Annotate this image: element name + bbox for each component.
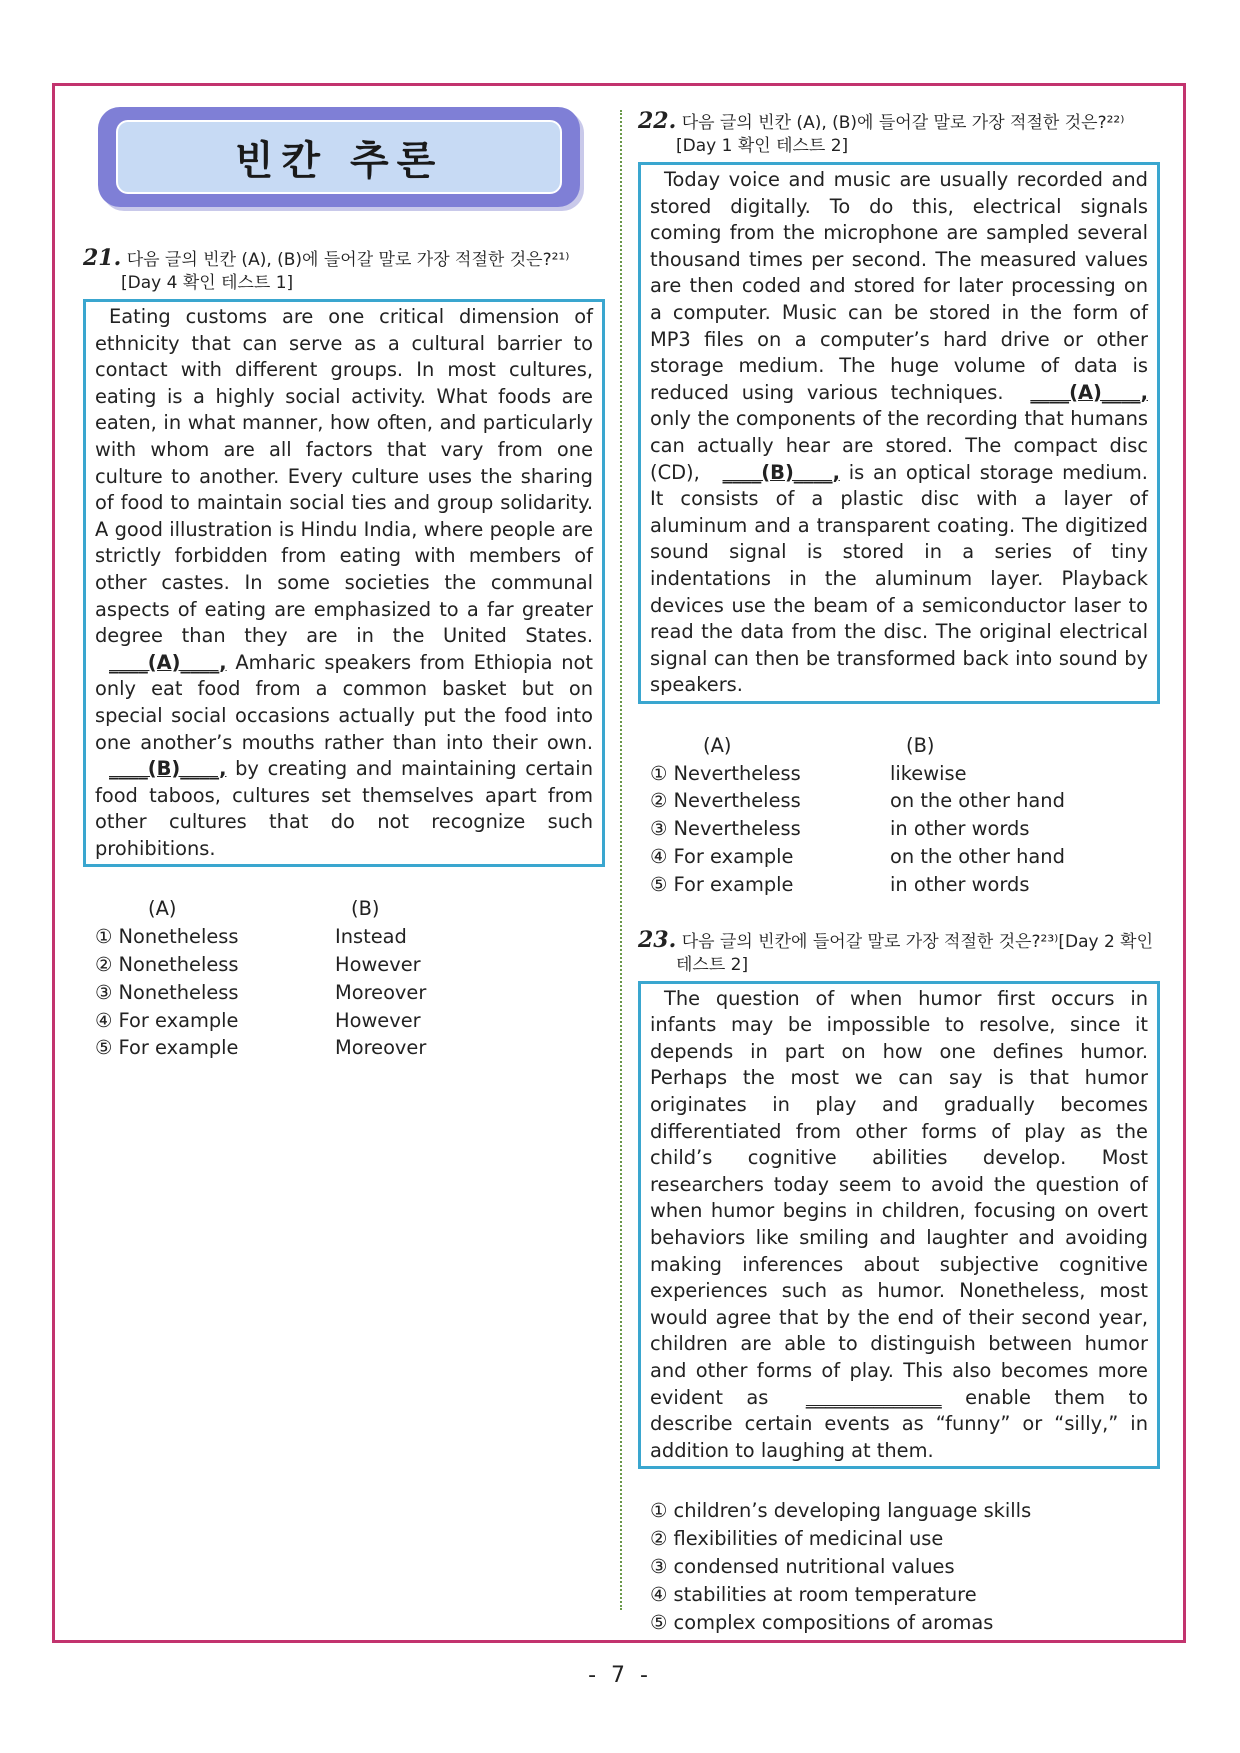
- question-23-prompt: 다음 글의 빈칸에 들어갈 말로 가장 적절한 것은?²³⁾[Day 2 확인 테스트 2]: [676, 931, 1154, 975]
- q23-option-5[interactable]: ⑤ complex compositions of aromas: [650, 1610, 994, 1634]
- q22-option-2-b: on the other hand: [890, 789, 1065, 813]
- question-23-header: [638, 926, 1160, 977]
- q22-option-1-b: likewise: [890, 761, 967, 785]
- q21-blank-a: ____(A)____,: [109, 650, 227, 674]
- left-column: [83, 247, 605, 1062]
- section-title: 빈칸 추론: [234, 137, 444, 184]
- q23-option-1[interactable]: ① children’s developing language skills: [650, 1499, 1032, 1523]
- q23-option-4[interactable]: ④ stabilities at room temperature: [650, 1582, 977, 1606]
- q22-option-5[interactable]: [638, 871, 1160, 899]
- q21-option-2-b: However: [335, 953, 421, 977]
- question-22-choices: [638, 732, 1160, 899]
- section-title-banner: [98, 107, 580, 207]
- q22-blank-a: ____(A)____,: [1030, 380, 1148, 404]
- question-23-passage: [638, 981, 1160, 1470]
- q21-option-4-b: However: [335, 1008, 421, 1032]
- q21-blank-b: ____(B)____,: [109, 757, 227, 781]
- q22-option-5-a: ⑤ For example: [650, 872, 794, 896]
- q21-col-b-label: (B): [351, 897, 380, 921]
- q22-option-4-b: on the other hand: [890, 845, 1065, 869]
- question-22-header: [638, 110, 1160, 158]
- q21-option-3[interactable]: [83, 979, 605, 1007]
- q22-option-4[interactable]: [638, 843, 1160, 871]
- q21-passage-part2: Amharic speakers from Ethiopia not only eat food from a common basket but on special social occasions actually put the food into one another’s mouths rather than into their own.: [95, 650, 593, 754]
- question-22-number: 22.: [638, 108, 677, 134]
- question-23-number: 23.: [638, 926, 677, 953]
- q21-option-5[interactable]: [83, 1034, 605, 1062]
- q23-blank: ______________: [805, 1385, 942, 1409]
- q22-option-5-b: in other words: [890, 872, 1030, 896]
- q21-col-a-label: (A): [148, 897, 177, 921]
- q22-option-3-b: in other words: [890, 817, 1030, 841]
- page-number: - 7 -: [588, 1663, 652, 1688]
- q22-passage-part1: Today voice and music are usually recorded and stored digitally. To do this, electrical signals coming from the microphone are sampled several thousand times per second. The measured values are then coded and stored for later processing on a computer. Music can be stored in the form of MP3 files on a computer’s hard drive or other storage medium. The huge volume of data is reduced using various techniques.: [650, 168, 1148, 404]
- q21-option-3-b: Moreover: [335, 980, 427, 1004]
- question-21-number: 21.: [83, 245, 122, 271]
- q22-option-1-a: ① Nevertheless: [650, 761, 801, 785]
- q22-option-2-a: ② Nevertheless: [650, 789, 801, 813]
- q21-option-3-a: ③ Nonetheless: [95, 980, 239, 1004]
- q22-col-a-label: (A): [703, 733, 732, 757]
- q23-passage-part1: The question of when humor first occurs in infants may be impossible to resolve, since it depends in part on how one defines humor. Perhaps the most we can say is that humor originates in play and gradually becomes differentiated from other forms of play as the child’s cognitive abilities develop. Most researchers today seem to avoid the question of when humor begins in children, focusing on overt behaviors like smiling and laughter and avoiding making inferences about subjective cognitive experiences such as humor. Nonetheless, most would agree that by the end of their second year, children are able to distinguish between humor and other forms of play. This also becomes more evident as: [650, 986, 1148, 1409]
- q21-option-1-a: ① Nonetheless: [95, 925, 239, 949]
- q22-option-3[interactable]: [638, 815, 1160, 843]
- q22-passage-part2: only the components of the recording that humans can actually hear are stored. The compact disc (CD),: [650, 407, 1148, 484]
- q22-option-1[interactable]: [638, 760, 1160, 788]
- q21-option-4-a: ④ For example: [95, 1008, 239, 1032]
- question-21-choices: [83, 895, 605, 1062]
- q21-passage-part3: by creating and maintaining certain food taboos, cultures set themselves apart from other cultures that do not recognize such prohibitions.: [95, 757, 593, 860]
- q21-option-5-b: Moreover: [335, 1036, 427, 1060]
- q22-col-b-label: (B): [906, 733, 935, 757]
- q21-choice-header: [83, 895, 605, 923]
- q23-option-2[interactable]: ② flexibilities of medicinal use: [650, 1527, 944, 1551]
- question-21-passage: [83, 299, 605, 867]
- right-column: [638, 110, 1160, 1636]
- q22-passage-part3: is an optical storage medium. It consists of a plastic disc with a layer of aluminum and a transparent coating. The digitized sound signal is stored in a series of tiny indentations in the aluminum layer. Playback devices use the beam of a semiconductor laser to read the data from the disc. The original electrical signal can then be transformed back into sound by speakers.: [650, 460, 1148, 697]
- q22-option-4-a: ④ For example: [650, 845, 794, 869]
- q21-option-4[interactable]: [83, 1007, 605, 1035]
- q22-option-2[interactable]: [638, 787, 1160, 815]
- q23-passage-part2: enable them to describe certain events as “funny” or “silly,” in addition to laughing at them.: [650, 1385, 1149, 1462]
- question-22-passage: [638, 162, 1160, 704]
- q21-option-2[interactable]: [83, 951, 605, 979]
- column-divider: [620, 110, 622, 1610]
- q22-blank-b: ____(B)____,: [722, 460, 840, 484]
- question-21-header: [83, 247, 605, 295]
- question-23-choices: [638, 1497, 1160, 1636]
- q21-passage-part1: Eating customs are one critical dimension of ethnicity that can serve as a cultural barrier to contact with different groups. In most cultures, eating is a highly social activity. What foods are eaten, in what manner, how often, and particularly with whom are all factors that vary from one culture to another. Every culture uses the sharing of food to maintain social ties and group solidarity. A good illustration is Hindu India, where people are strictly forbidden from eating with members of other castes. In some societies the communal aspects of eating are emphasized to a far greater degree than they are in the United States.: [95, 305, 593, 648]
- question-21-prompt: 다음 글의 빈칸 (A), (B)에 들어갈 말로 가장 적절한 것은?²¹⁾[Day 4 확인 테스트 1]: [121, 250, 570, 293]
- q23-option-3[interactable]: ③ condensed nutritional values: [650, 1554, 955, 1578]
- q21-option-1[interactable]: [83, 923, 605, 951]
- q22-choice-header: [638, 732, 1160, 760]
- q21-option-2-a: ② Nonetheless: [95, 953, 239, 977]
- q21-option-5-a: ⑤ For example: [95, 1036, 239, 1060]
- q22-option-3-a: ③ Nevertheless: [650, 817, 801, 841]
- section-title-inner: [116, 120, 562, 194]
- q21-option-1-b: Instead: [335, 925, 407, 949]
- question-22-prompt: 다음 글의 빈칸 (A), (B)에 들어갈 말로 가장 적절한 것은?²²⁾[Day 1 확인 테스트 2]: [676, 113, 1125, 156]
